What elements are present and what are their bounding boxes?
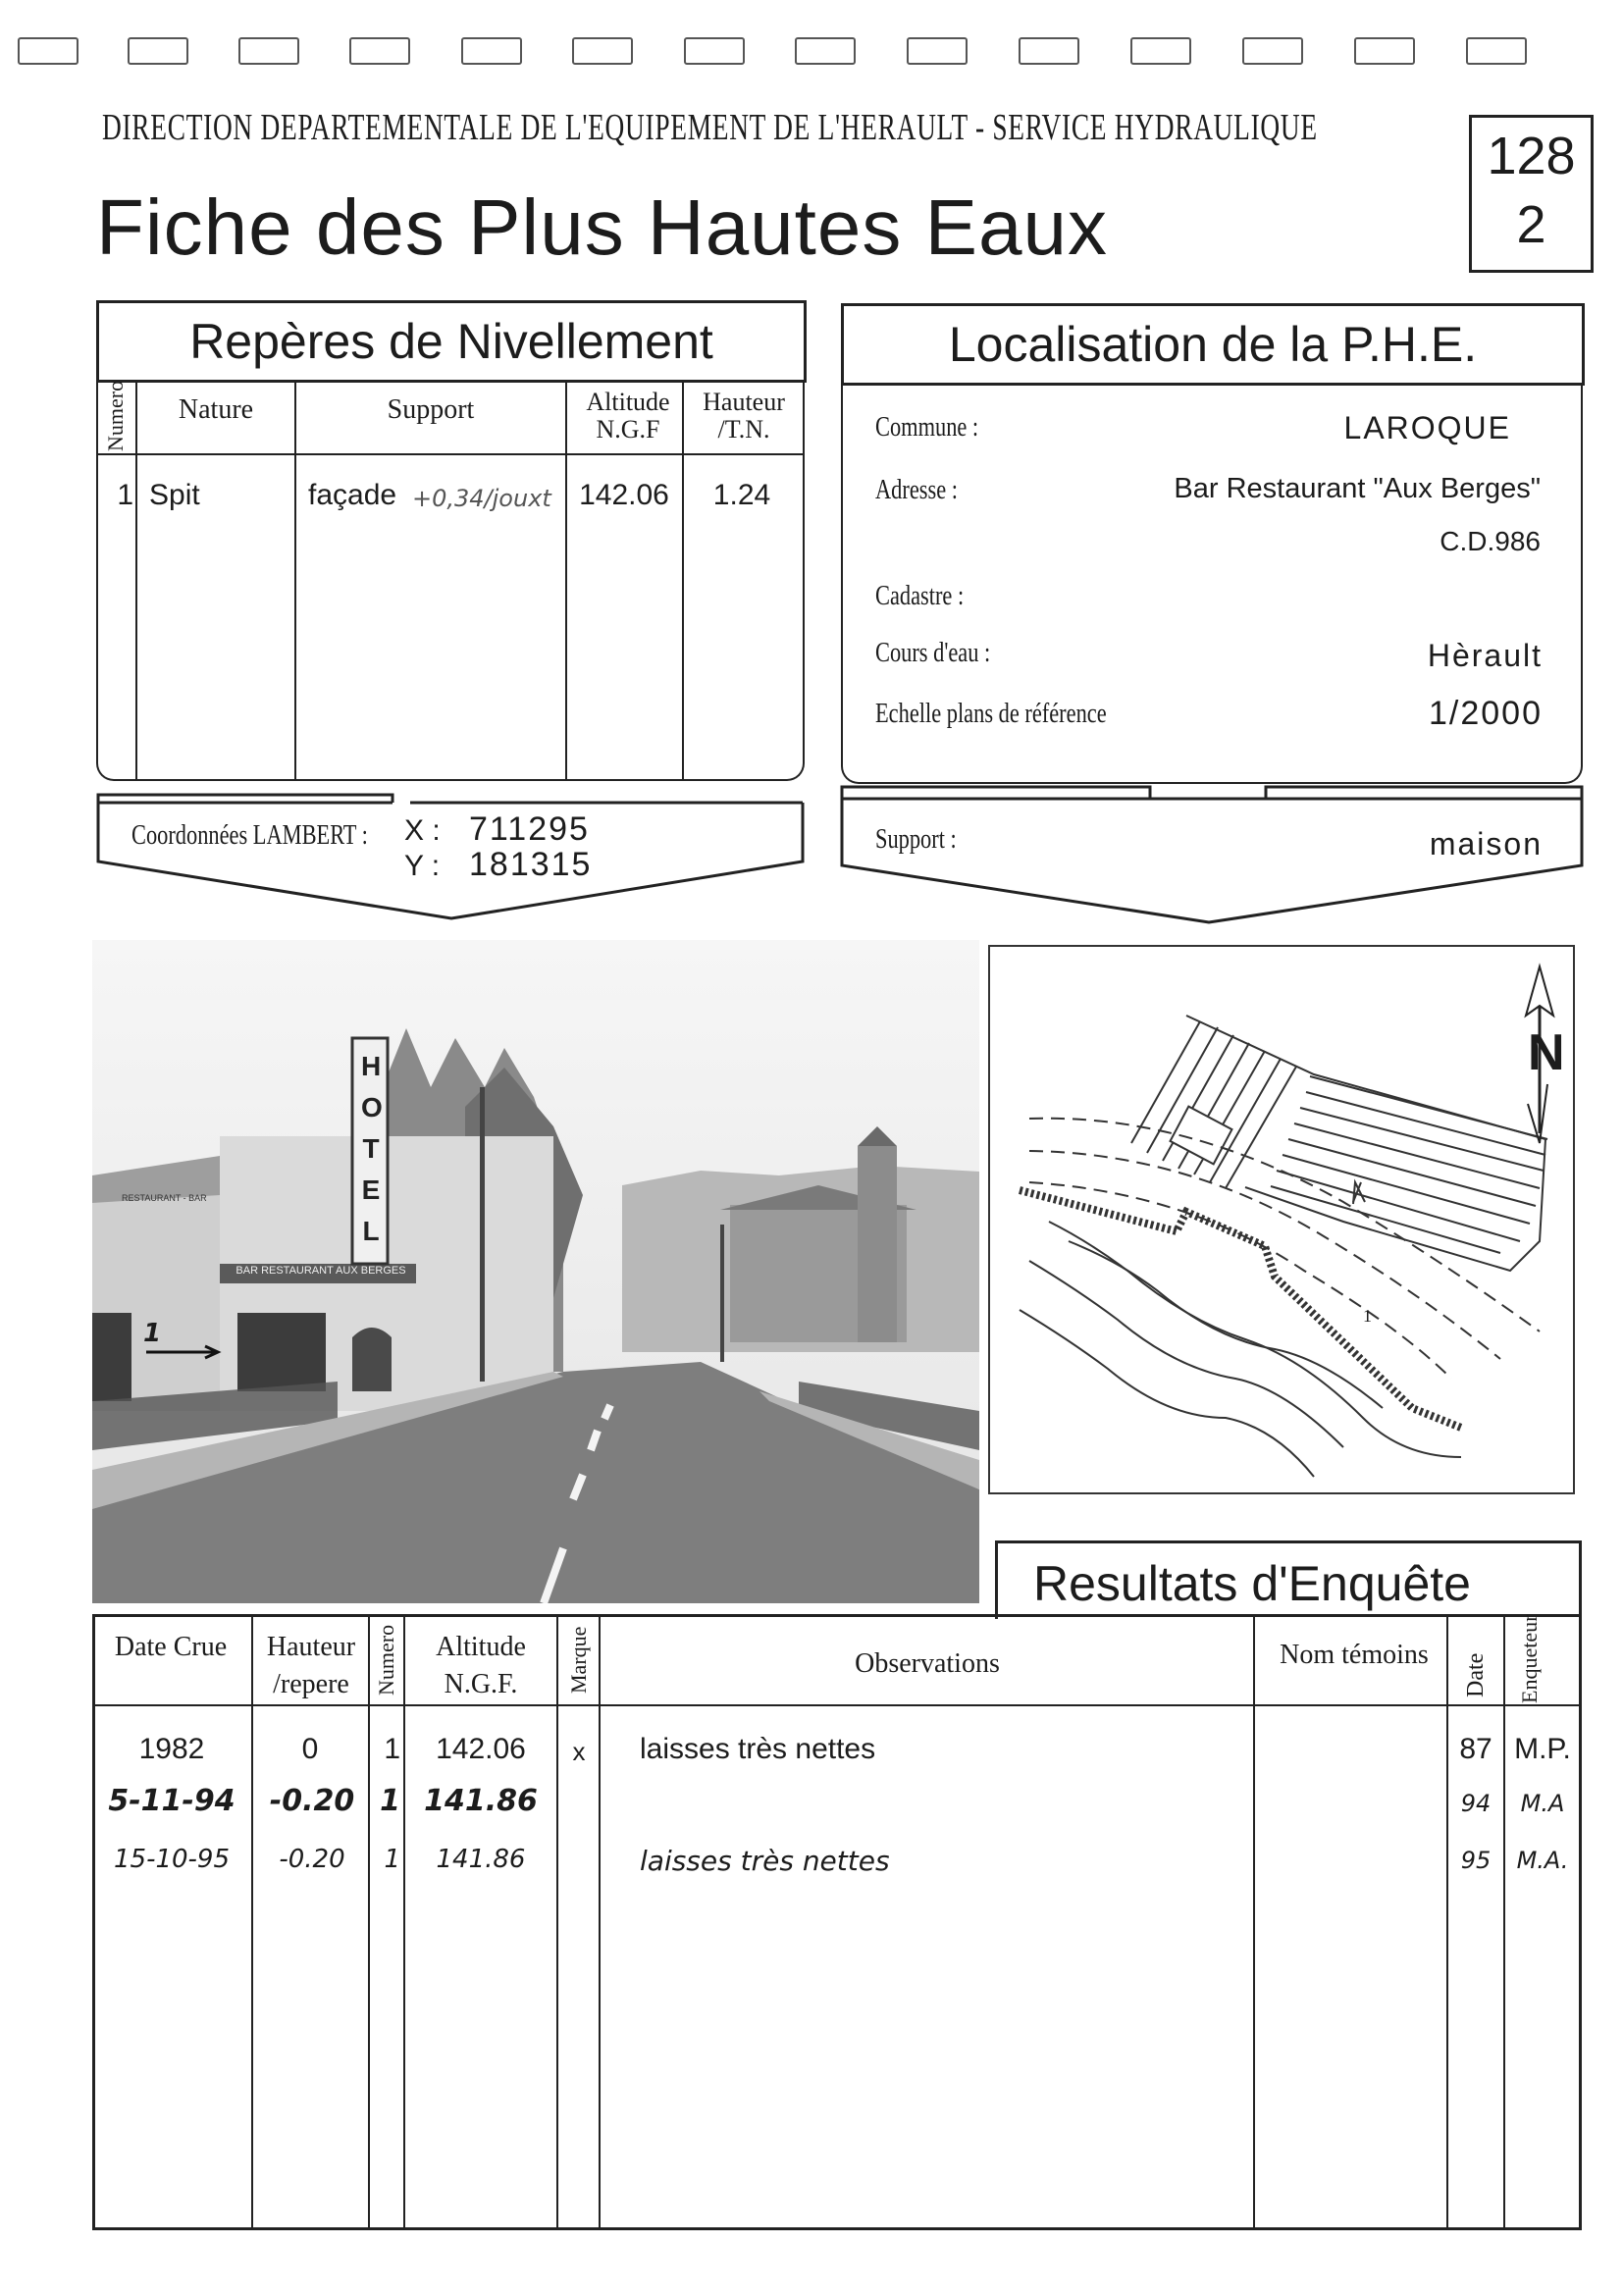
x-value: 711295: [469, 810, 590, 848]
col-nature: Nature: [178, 394, 254, 425]
binder-hole: [795, 37, 856, 65]
binder-hole: [1466, 37, 1527, 65]
row-hauteur: -0.20: [269, 1784, 355, 1818]
col-hauteur: Hauteur /T.N.: [703, 388, 785, 444]
echelle-label: Echelle plans de référence: [875, 699, 1107, 729]
restaurant-sign: RESTAURANT - BAR: [122, 1193, 207, 1203]
resultats-title-box: [995, 1540, 1582, 1619]
north-label: N: [1528, 1024, 1565, 1081]
site-photo: [92, 940, 979, 1603]
repere-hauteur: 1.24: [712, 479, 771, 511]
location-plan: [988, 945, 1575, 1494]
photo-marker: 1: [143, 1319, 162, 1348]
commune-label: Commune :: [875, 412, 979, 443]
row-hauteur: -0.20: [279, 1845, 345, 1874]
col-observations: Observations: [855, 1648, 1000, 1679]
repere-nature: Spit: [149, 479, 200, 511]
row-date: 94: [1460, 1790, 1492, 1817]
row-marque: x: [572, 1737, 586, 1766]
localisation-title: Localisation de la P.H.E.: [948, 317, 1478, 372]
cours-label: Cours d'eau :: [875, 638, 991, 668]
adresse-value-2: C.D.986: [1440, 526, 1541, 556]
row-date: 87: [1459, 1733, 1492, 1765]
support-value: maison: [1429, 826, 1543, 861]
page-title: Fiche des Plus Hautes Eaux: [96, 183, 1108, 271]
row-numero: 1: [380, 1784, 400, 1818]
row-date-crue: 5-11-94: [108, 1784, 236, 1818]
x-label: X :: [404, 814, 441, 847]
binder-hole: [1354, 37, 1415, 65]
support-label: Support :: [875, 824, 957, 855]
binder-hole: [572, 37, 633, 65]
row-observations: laisses très nettes: [640, 1845, 890, 1877]
resultats-title: Resultats d'Enquête: [1033, 1556, 1471, 1611]
binder-hole: [128, 37, 188, 65]
col-nom-temoins: Nom témoins: [1280, 1640, 1429, 1670]
col-date-crue: Date Crue: [114, 1632, 228, 1662]
row-date: 95: [1460, 1847, 1492, 1874]
bar-sign: BAR RESTAURANT AUX BERGES: [236, 1265, 406, 1277]
col-enqueteur: Enqueteur: [1517, 1614, 1542, 1703]
plan-marker: 1: [1363, 1306, 1372, 1326]
row-numero: 1: [384, 1733, 400, 1765]
repere-altitude: 142.06: [579, 479, 669, 511]
row-altitude: 141.86: [436, 1845, 526, 1874]
binder-hole: [18, 37, 79, 65]
fiche-sub-number: 2: [1516, 195, 1546, 254]
row-date-crue: 15-10-95: [113, 1845, 230, 1874]
fiche-number: 128: [1487, 127, 1576, 185]
repere-numero: 1: [117, 479, 133, 511]
resultats-table: [92, 1614, 1582, 2230]
adresse-label: Adresse :: [875, 475, 958, 505]
echelle-value: 1/2000: [1429, 695, 1543, 732]
commune-value: LAROQUE: [1343, 410, 1511, 445]
binder-hole: [1019, 37, 1079, 65]
reperes-title-box: [96, 300, 807, 383]
binder-hole: [238, 37, 299, 65]
row-enqueteur: M.A: [1520, 1790, 1565, 1817]
direction-header: DIRECTION DEPARTEMENTALE DE L'EQUIPEMENT DE L'HERAULT - SERVICE HYDRAULIQUE: [102, 107, 1318, 148]
col-support: Support: [387, 394, 475, 425]
binder-hole: [461, 37, 522, 65]
binder-hole: [1130, 37, 1191, 65]
y-label: Y :: [404, 850, 441, 882]
repere-annotation: +0,34/jouxt: [412, 485, 551, 512]
binder-hole: [1242, 37, 1303, 65]
binder-hole: [349, 37, 410, 65]
binder-hole: [907, 37, 968, 65]
repere-support: façade: [308, 479, 397, 511]
localisation-title-box: [841, 303, 1585, 386]
y-value: 181315: [469, 846, 593, 883]
col-numero-resultats: Numero: [374, 1624, 398, 1696]
reperes-title: Repères de Nivellement: [189, 314, 713, 369]
col-numero: Numero: [103, 380, 128, 451]
lambert-label: Coordonnées LAMBERT :: [131, 820, 368, 851]
row-altitude: 142.06: [436, 1733, 526, 1765]
row-hauteur: 0: [301, 1733, 319, 1765]
row-observations: laisses très nettes: [640, 1733, 876, 1765]
row-numero: 1: [384, 1845, 400, 1874]
lambert-arrow-box: [92, 791, 812, 924]
row-enqueteur: M.P.: [1514, 1733, 1571, 1765]
col-marque: Marque: [566, 1626, 591, 1695]
fiche-number-box: [1469, 115, 1594, 273]
col-altitude-ngf: Altitude N.G.F.: [436, 1632, 526, 1699]
cadastre-label: Cadastre :: [875, 581, 965, 611]
col-altitude: Altitude N.G.F: [586, 388, 670, 444]
col-hauteur-repere: Hauteur /repere: [266, 1632, 356, 1699]
binder-hole: [684, 37, 745, 65]
hotel-sign: HOTEL: [361, 1051, 383, 1246]
row-altitude: 141.86: [424, 1784, 538, 1818]
row-date-crue: 1982: [138, 1733, 205, 1765]
cours-value: Hèrault: [1427, 638, 1543, 673]
adresse-value: Bar Restaurant "Aux Berges": [1174, 473, 1541, 504]
row-enqueteur: M.A.: [1516, 1847, 1569, 1874]
col-date: Date: [1463, 1652, 1489, 1697]
